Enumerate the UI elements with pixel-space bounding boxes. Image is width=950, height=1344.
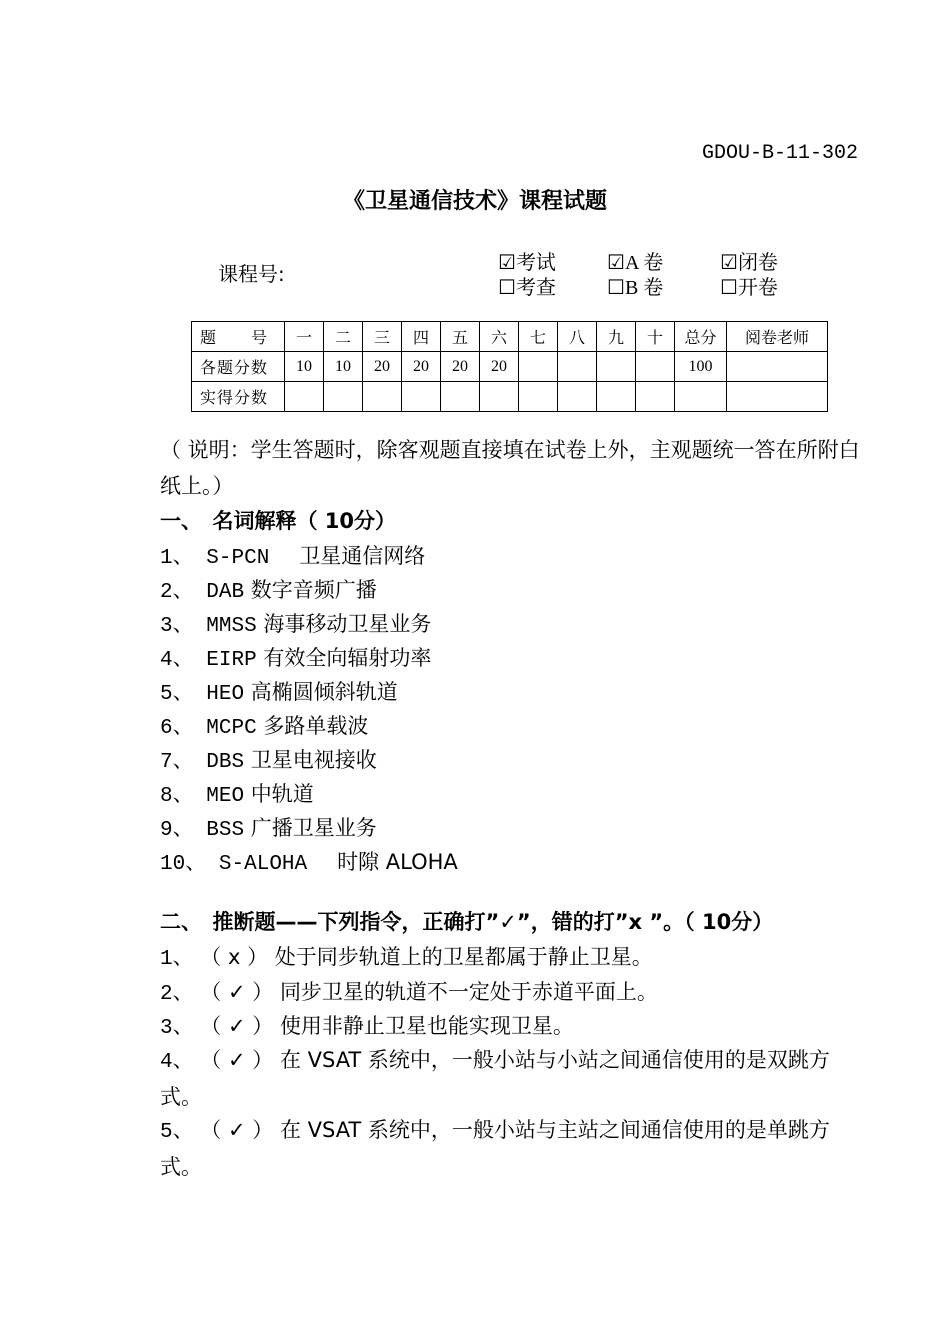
table-cell[interactable] (558, 382, 597, 412)
item-number: 3、 (160, 615, 194, 638)
item-term: MMSS (206, 615, 257, 638)
item-answer: 有效全向辐射功率 (263, 646, 432, 670)
list-item: 2、 （ ✓ ） 同步卫星的轨道不一定处于赤道平面上。 (160, 980, 658, 1006)
table-cell[interactable] (636, 352, 675, 382)
item-number: 1、 (160, 547, 194, 570)
item-number: 6、 (160, 717, 194, 740)
item-statement: 处于同步轨道上的卫星都属于静止卫星。 (274, 945, 653, 969)
option-label: 闭卷 (737, 250, 778, 274)
item-answer: 卫星电视接收 (250, 748, 377, 772)
item-statement: 同步卫星的轨道不一定处于赤道平面上。 (279, 980, 658, 1004)
item-number: 5、 (160, 683, 194, 706)
table-cell: 三 (363, 322, 402, 352)
table-cell[interactable] (441, 382, 480, 412)
table-cell[interactable] (363, 382, 402, 412)
list-item: 3、 （ ✓ ） 使用非静止卫星也能实现卫星。 (160, 1014, 574, 1040)
checkbox-checked-icon: ☑ (607, 252, 625, 274)
list-item: 4、 （ ✓ ） 在 VSAT 系统中，一般小站与小站之间通信使用的是双跳方式。 (160, 1048, 830, 1109)
item-number: 3、 (160, 1017, 194, 1040)
table-cell[interactable] (480, 382, 519, 412)
list-item (160, 778, 314, 808)
option-label: 考查 (515, 275, 556, 299)
item-term: MEO (206, 785, 245, 808)
list-item (160, 608, 431, 638)
table-cell[interactable] (402, 382, 441, 412)
table-cell[interactable] (727, 382, 828, 412)
table-cell[interactable] (519, 382, 558, 412)
table-cell: 八 (558, 322, 597, 352)
page-title: 《卫星通信技术》课程试题 (342, 189, 607, 214)
table-cell: 六 (480, 322, 519, 352)
table-cell: 20 (480, 352, 519, 382)
item-term: S-PCN (206, 547, 270, 570)
item-term: DAB (206, 581, 245, 604)
table-cell: 10 (285, 352, 324, 382)
checkbox-empty-icon: ☐ (720, 275, 738, 299)
table-cell: 五 (441, 322, 480, 352)
list-item (160, 540, 425, 570)
table-cell: 20 (402, 352, 441, 382)
list-item (160, 710, 368, 740)
list-item (160, 574, 377, 604)
item-term: HEO (206, 683, 245, 706)
item-statement: 使用非静止卫星也能实现卫星。 (279, 1014, 574, 1038)
option-label: 开卷 (737, 275, 778, 299)
table-cell: 100 (675, 352, 727, 382)
table-cell[interactable] (636, 382, 675, 412)
table-header-row (192, 322, 828, 352)
item-number: 2、 (160, 581, 194, 604)
item-term: MCPC (206, 717, 257, 740)
item-number: 1、 (160, 948, 194, 971)
score-table (191, 321, 828, 412)
item-number: 5、 (160, 1121, 194, 1144)
checkbox-empty-icon: ☐ (607, 277, 625, 299)
table-cell: 20 (441, 352, 480, 382)
list-item (160, 676, 398, 706)
item-answer: 海事移动卫星业务 (263, 612, 432, 636)
answer-mark-check: ✓ (227, 980, 246, 1004)
table-row (192, 352, 828, 382)
table-cell: 二 (324, 322, 363, 352)
item-term: S-ALOHA (218, 853, 308, 876)
answer-mark-check: ✓ (227, 1048, 246, 1072)
table-cell: 四 (402, 322, 441, 352)
option-label: A 卷 (624, 252, 664, 274)
table-cell: 七 (519, 322, 558, 352)
option-open-book[interactable] (720, 271, 778, 300)
list-item: 1、 （ x ） 处于同步轨道上的卫星都属于静止卫星。 (160, 945, 653, 971)
list-item (160, 744, 377, 774)
item-term: BSS (206, 819, 245, 842)
table-cell[interactable] (727, 352, 828, 382)
table-cell: 十 (636, 322, 675, 352)
item-number: 9、 (160, 819, 194, 842)
item-number: 8、 (160, 785, 194, 808)
checkbox-checked-icon: ☑ (720, 250, 738, 274)
table-cell: 阅卷老师 (727, 322, 828, 352)
item-statement: 在 VSAT 系统中，一般小站与主站之间通信使用的是单跳方式。 (160, 1118, 830, 1179)
table-cell: 20 (363, 352, 402, 382)
item-answer: 卫星通信网络 (299, 544, 426, 568)
item-answer: 数字音频广播 (250, 578, 377, 602)
item-answer: 多路单载波 (263, 714, 369, 738)
item-answer: 时隙 ALOHA (337, 850, 458, 874)
table-cell: 一 (285, 322, 324, 352)
section-heading-terms: 一、 名词解释（ 10分） (160, 509, 397, 533)
item-answer: 高椭圆倾斜轨道 (250, 680, 398, 704)
table-cell: 10 (324, 352, 363, 382)
table-cell[interactable] (597, 382, 636, 412)
option-label: 考试 (515, 250, 556, 274)
table-row (192, 382, 828, 412)
item-statement: 在 VSAT 系统中，一般小站与小站之间通信使用的是双跳方式。 (160, 1048, 830, 1109)
item-number: 4、 (160, 1051, 194, 1074)
item-number: 2、 (160, 983, 194, 1006)
item-number: 7、 (160, 751, 194, 774)
table-cell: 题 号 (192, 322, 285, 352)
table-cell[interactable] (285, 382, 324, 412)
answer-mark-check: ✓ (227, 1118, 246, 1142)
item-number: 4、 (160, 649, 194, 672)
document-code: GDOU-B-11-302 (701, 142, 858, 165)
table-cell[interactable] (675, 382, 727, 412)
list-item (160, 812, 377, 842)
item-answer: 中轨道 (250, 782, 314, 806)
answer-mark-check: ✓ (227, 1014, 246, 1038)
table-cell[interactable] (597, 352, 636, 382)
item-term: EIRP (206, 649, 257, 672)
table-cell[interactable] (324, 382, 363, 412)
instructions-note: （ 说明：学生答题时，除客观题直接填在试卷上外，主观题统一答在所附白纸上。） (160, 438, 860, 498)
table-cell[interactable] (558, 352, 597, 382)
table-cell: 九 (597, 322, 636, 352)
list-item (160, 642, 431, 672)
table-cell: 各题分数 (192, 352, 285, 382)
table-cell: 总分 (675, 322, 727, 352)
checkbox-checked-icon: ☑ (498, 250, 516, 274)
option-paper-b[interactable] (607, 271, 663, 300)
table-cell: 实得分数 (192, 382, 285, 412)
list-item (160, 846, 458, 876)
checkbox-empty-icon: ☐ (498, 275, 516, 299)
option-assessment[interactable] (498, 271, 556, 300)
section-heading-true-false: 二、 推断题——下列指令，正确打”✓”，错的打”x ”。（ 10分） (160, 910, 774, 934)
item-answer: 广播卫星业务 (250, 816, 377, 840)
item-term: DBS (206, 751, 245, 774)
table-cell[interactable] (519, 352, 558, 382)
option-label: B 卷 (624, 277, 664, 299)
item-number: 10、 (160, 853, 207, 876)
answer-mark-x: x (227, 945, 241, 969)
course-number-label: 课程号: (218, 262, 285, 286)
list-item: 5、 （ ✓ ） 在 VSAT 系统中，一般小站与主站之间通信使用的是单跳方式。 (160, 1118, 830, 1179)
